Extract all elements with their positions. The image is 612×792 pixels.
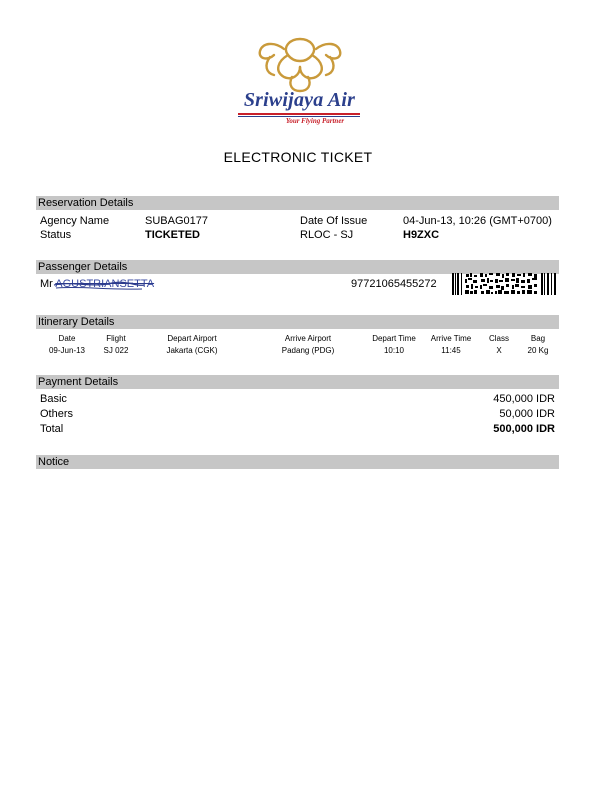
col-header-depart-airport: Depart Airport: [167, 334, 217, 343]
basic-fare-value: 450,000 IDR: [493, 393, 555, 405]
col-header-date: Date: [58, 334, 76, 343]
itinerary-date: 09-Jun-13: [48, 346, 86, 355]
col-header-depart-time: Depart Time: [372, 334, 416, 343]
date-of-issue-label: Date Of Issue: [300, 215, 368, 227]
itinerary-depart-airport: Jakarta (CGK): [166, 346, 218, 355]
agency-name-value: SUBAG0177: [145, 215, 208, 227]
barcode-icon: [452, 273, 557, 295]
col-header-class: Class: [488, 334, 509, 343]
itinerary-flight: SJ 022: [103, 346, 129, 355]
page-title: ELECTRONIC TICKET: [223, 149, 373, 165]
brand-tagline: Your Flying Partner: [285, 117, 345, 125]
brand-underline-red: [238, 113, 360, 115]
total-value: 500,000 IDR: [493, 423, 555, 435]
rloc-label: RLOC - SJ: [300, 229, 354, 241]
itinerary-bag: 20 Kg: [527, 346, 549, 355]
ticket-number: 97721065455272: [351, 278, 437, 290]
knot-emblem-icon: [230, 35, 370, 95]
status-value: TICKETED: [145, 229, 200, 241]
col-header-arrive-airport: Arrive Airport: [284, 334, 332, 343]
others-label: Others: [40, 408, 74, 420]
notice-header: Notice: [36, 455, 559, 469]
status-label: Status: [40, 229, 72, 241]
col-header-arrive-time: Arrive Time: [430, 334, 472, 343]
itinerary-details-header: Itinerary Details: [36, 315, 559, 329]
date-of-issue-value: 04-Jun-13, 10:26 (GMT+0700): [403, 215, 552, 227]
rloc-value: H9ZXC: [403, 229, 440, 241]
basic-fare-label: Basic: [40, 393, 67, 405]
itinerary-arrive-time: 11:45: [441, 346, 461, 355]
itinerary-arrive-airport: Padang (PDG): [281, 346, 335, 355]
reservation-details-header: Reservation Details: [36, 196, 559, 210]
agency-name-label: Agency Name: [40, 215, 110, 227]
passenger-name-redacted: AGUSTRIANSETTA: [55, 278, 155, 290]
redaction-scribble-icon: [52, 279, 147, 293]
brand-name: Sriwijaya Air: [243, 89, 356, 111]
passenger-title: Mr: [40, 278, 53, 290]
col-header-bag: Bag: [530, 334, 546, 343]
itinerary-class: X: [496, 346, 502, 355]
payment-details-header: Payment Details: [36, 375, 559, 389]
passenger-details-header: Passenger Details: [36, 260, 559, 274]
others-value: 50,000 IDR: [499, 408, 555, 420]
total-label: Total: [40, 423, 64, 435]
col-header-flight: Flight: [106, 334, 126, 343]
itinerary-depart-time: 10:10: [383, 346, 405, 355]
